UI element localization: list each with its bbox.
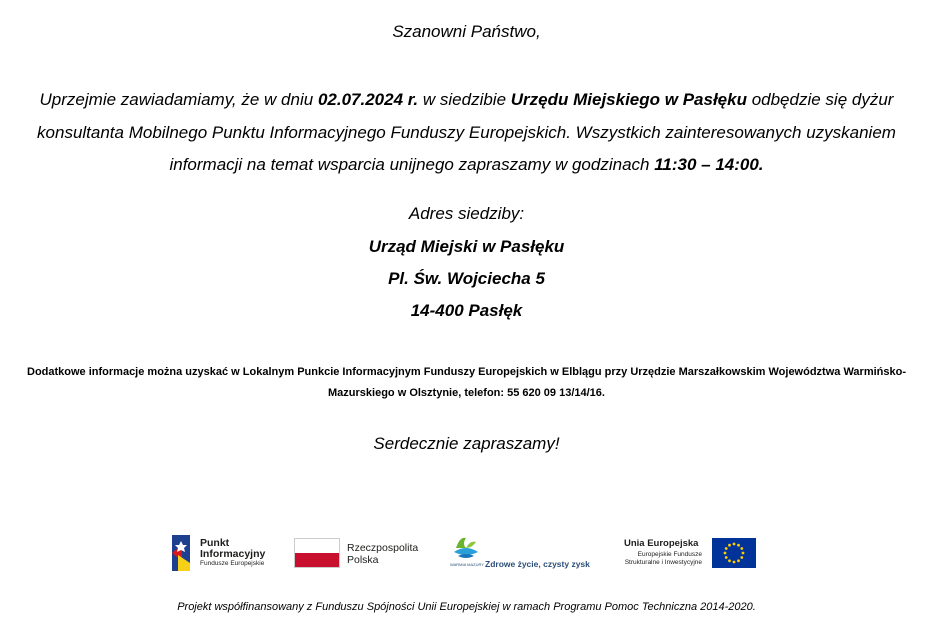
punkt-title xyxy=(200,538,265,560)
event-date: 02.07.2024 r. xyxy=(317,90,419,109)
ue-subtitle xyxy=(624,551,702,567)
intro-text-2: w siedzibie xyxy=(418,90,511,109)
ue-sub-1: Europejskie Fundusze xyxy=(637,551,702,558)
address-line-1: Urząd Miejski w Pasłęku xyxy=(368,237,565,256)
address-label: Adres siedziby: xyxy=(408,204,525,223)
wm-brand: WARMIA MAZURY xyxy=(450,562,485,567)
eu-stars-icon xyxy=(712,538,756,568)
intro-text-1: Uprzejmie zawiadamiamy, że w dniu xyxy=(39,90,318,109)
punkt-line-1: Punkt xyxy=(200,537,230,549)
warmia-mazury-icon xyxy=(452,534,480,562)
intro-text-3: odbędzie się dyżur konsultanta Mobilnego Punktu Informacyjnego Funduszy Europejskich. Wszystkich zainteresowanych uzyskaniem informacji na temat wsparcia unijnego zapraszamy w godzinach xyxy=(37,90,896,174)
eu-flag-icon xyxy=(712,538,756,568)
event-hours: 11:30 – 14:00. xyxy=(654,155,764,174)
rzeczpospolita-logo xyxy=(294,528,434,578)
unia-europejska-logo xyxy=(622,528,762,578)
closing: Serdecznie zapraszamy! xyxy=(373,434,560,453)
wm-slogan: Zdrowe życie, czysty zysk xyxy=(485,559,590,569)
punkt-subtitle: Fundusze Europejskie xyxy=(200,560,265,567)
punkt-line-2: Informacyjny xyxy=(200,548,266,560)
intro-paragraph xyxy=(10,84,923,182)
rp-line-2: Polska xyxy=(347,554,379,566)
logo-strip xyxy=(0,528,933,578)
additional-info: Dodatkowe informacje można uzyskać w Lokalnym Punkcie Informacyjnym Funduszy Europejskich w Elblągu przy Urzędzie Marszałkowskim Województwa Warmińsko-Mazurskiego w Olsztynie, telefon: 55 620 09 13/14/16. xyxy=(27,366,906,399)
ue-title: Unia Europejska xyxy=(624,538,699,549)
rp-line-1: Rzeczpospolita xyxy=(347,542,419,554)
address-line-2: Pl. Św. Wojciecha 5 xyxy=(388,269,545,288)
address-line-3: 14-400 Pasłęk xyxy=(410,301,523,320)
office-name: Urzędu Miejskiego w Pasłęku xyxy=(510,90,747,109)
rp-title xyxy=(347,542,418,566)
ue-sub-2: Strukturalne i Inwestycyjne xyxy=(624,559,702,566)
greeting: Szanowni Państwo, xyxy=(392,22,541,41)
punkt-informacyjny-logo xyxy=(168,528,278,578)
polish-flag-icon xyxy=(294,538,340,568)
footer-note: Projekt współfinansowany z Funduszu Spójności Unii Europejskiej w ramach Programu Pomoc Techniczna 2014-2020. xyxy=(177,601,756,613)
warmia-mazury-logo xyxy=(450,528,595,578)
punkt-star-icon xyxy=(168,533,194,573)
